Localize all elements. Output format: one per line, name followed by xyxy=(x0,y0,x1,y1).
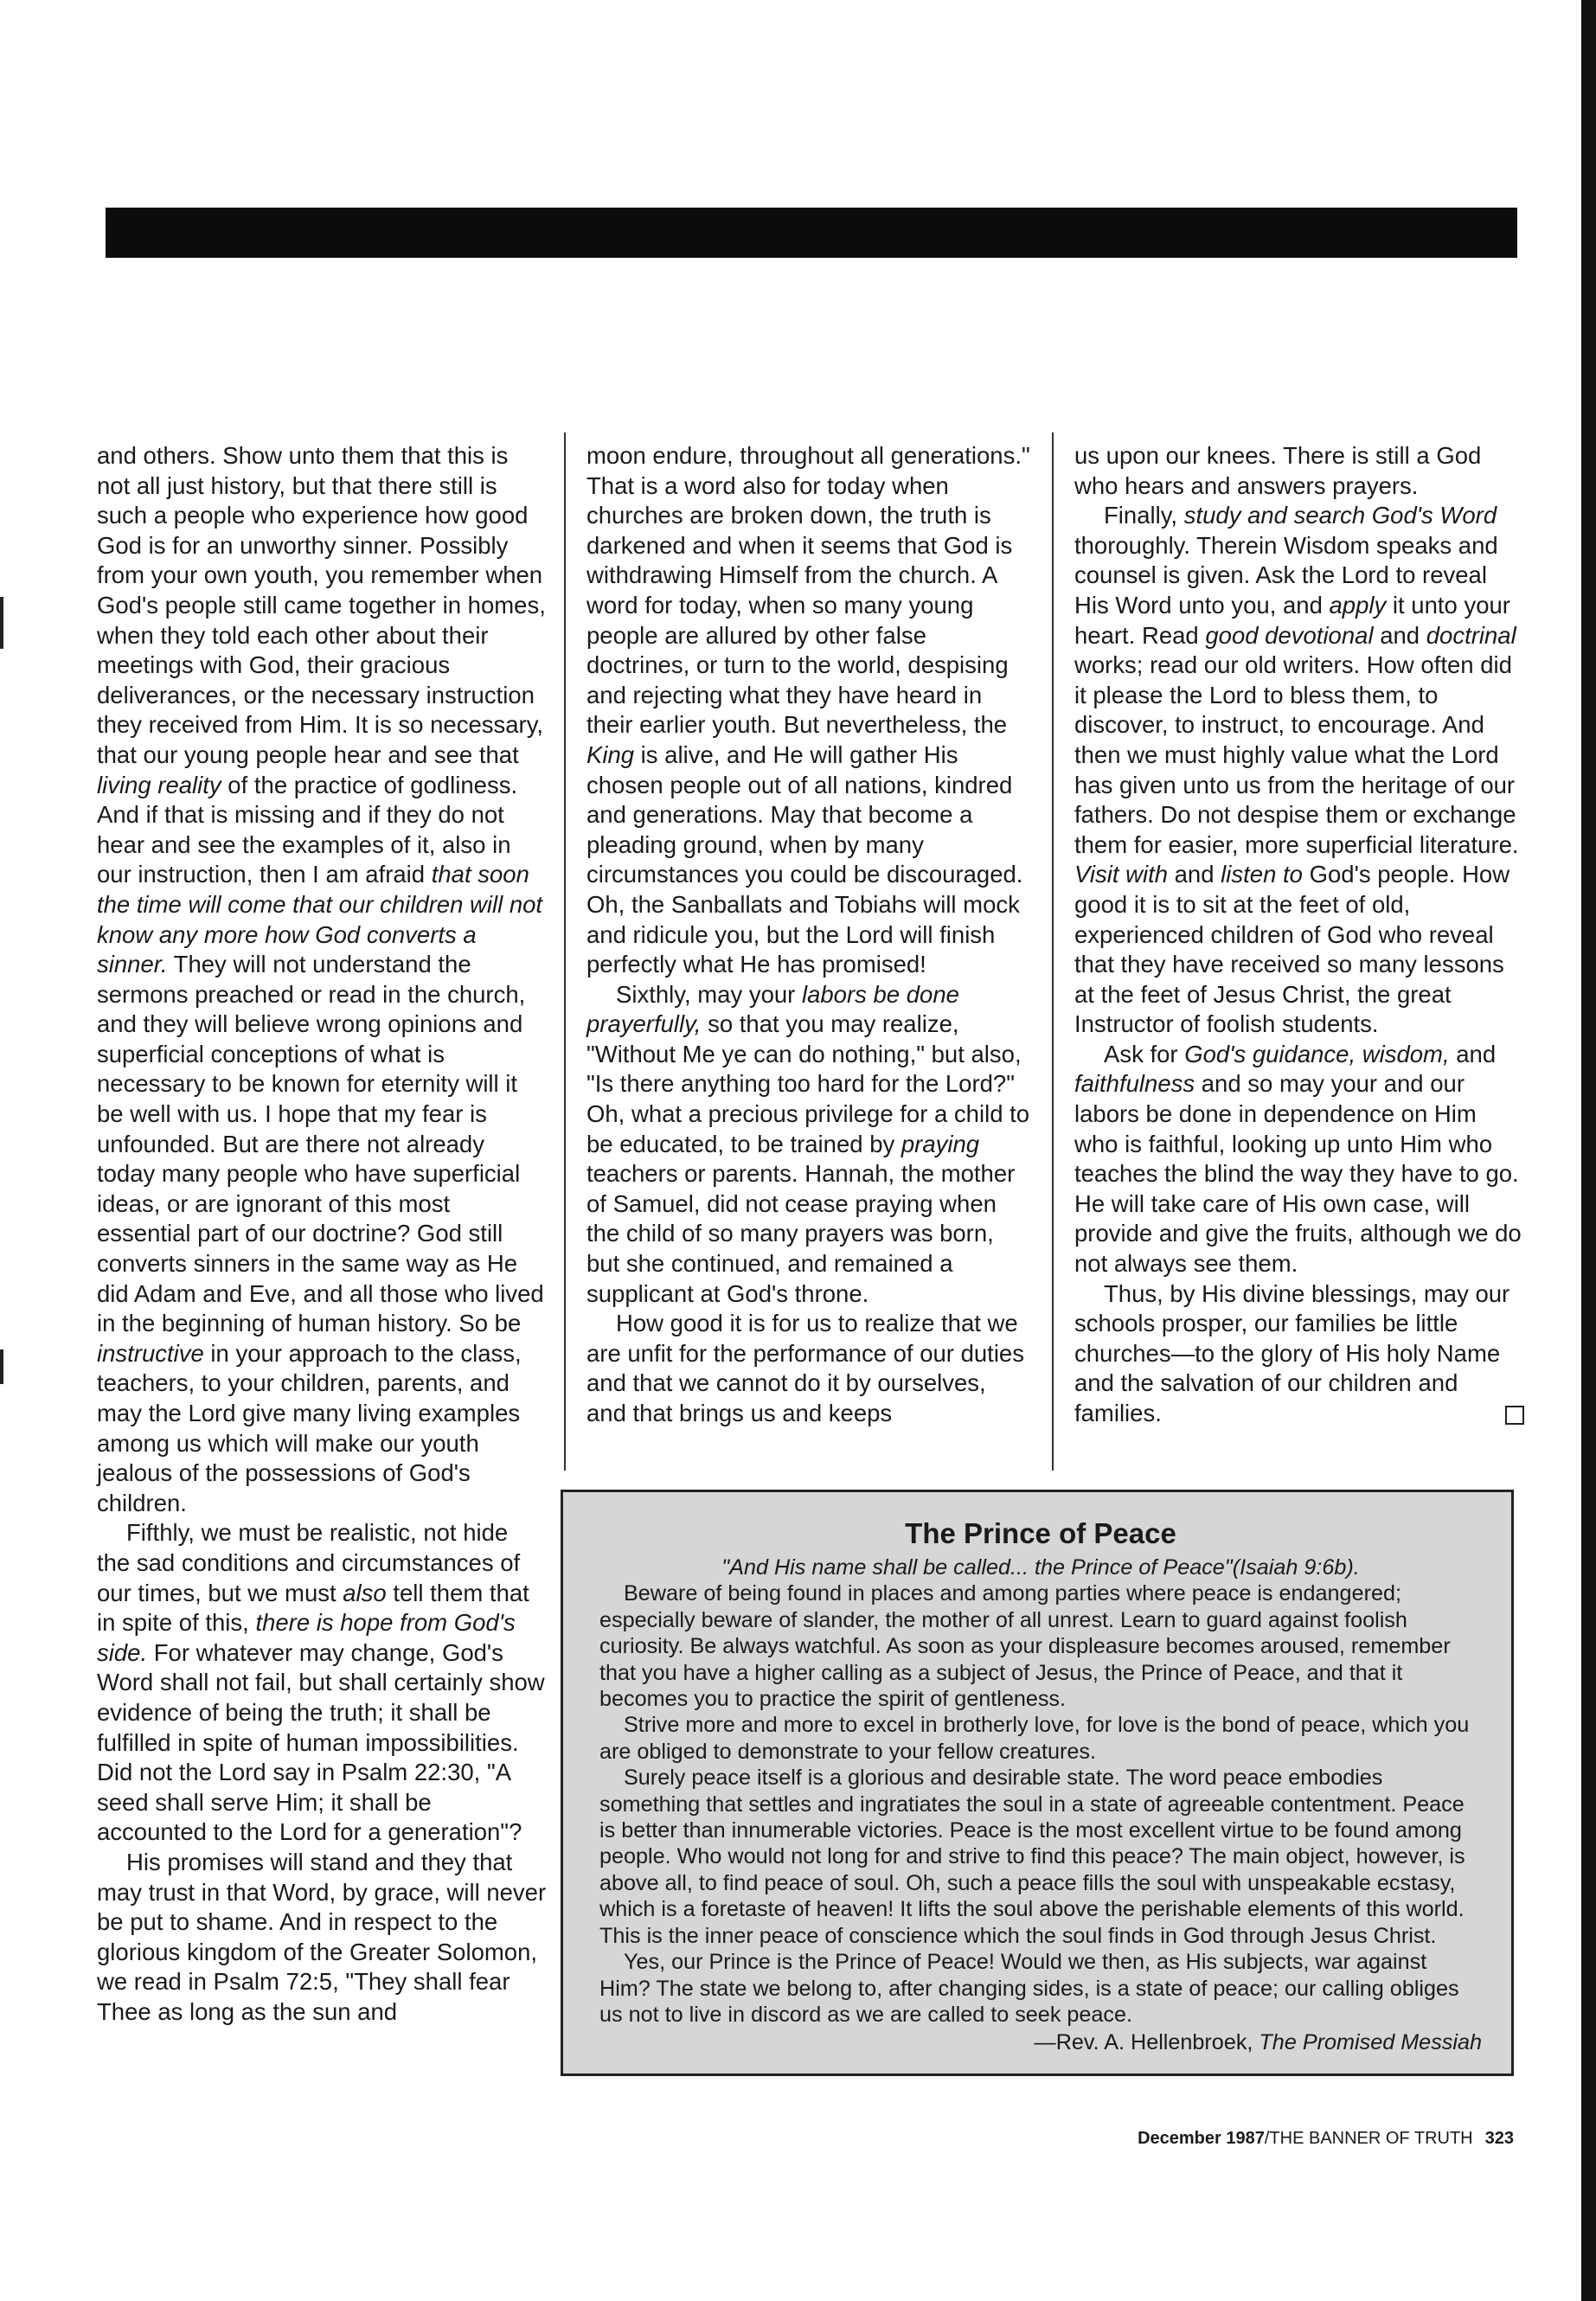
box-paragraph: Yes, our Prince is the Prince of Peace! Would we then, as His subjects, war against Him? The state we belong to, after changing sides, is a state of peace; our calling obliges us not to live in discord as we are called to seek peace. xyxy=(599,1950,1459,2027)
page-footer xyxy=(1003,2128,1514,2149)
header-bar xyxy=(106,208,1517,258)
paragraph: Sixthly, may your labors be done prayerfully, so that you may realize, "Without Me ye can do nothing," but also, "Is there anything too hard for the Lord?" Oh, what a precious privilege for a child to be educated, to be trained by praying teachers or parents. Hannah, the mother of Samuel, did not cease praying when the child of so many prayers was born, but she continued, and remained a supplicant at God's throne. xyxy=(586,980,1030,1307)
box-title: The Prince of Peace xyxy=(905,1517,1176,1549)
paragraph-text: Thus, by His divine blessings, may our schools prosper, our families be little churches—to the glory of His holy Name and the salvation of our children and families. xyxy=(1074,1279,1510,1426)
footer-publication: /THE BANNER OF TRUTH xyxy=(1264,2129,1473,2148)
column-rule xyxy=(1052,433,1054,1471)
binding-edge-mark xyxy=(0,597,3,649)
attribution-author: —Rev. A. Hellenbroek, xyxy=(1034,2030,1253,2055)
box-attribution xyxy=(599,2029,1482,2055)
footer-date: December 1987 xyxy=(1138,2129,1265,2148)
page-top-margin xyxy=(0,0,1596,111)
paragraph: Fifthly, we must be realistic, not hide the sad conditions and circumstances of our times, but we must also tell them that in spite of this, there is hope from God's side. For whatever may change, God's Word shall not fail, but shall certainly show evidence of being the truth; it shall be fulfilled in spite of human impossibilities. Did not the Lord say in Psalm 22:30, "A seed shall serve Him; it shall be accounted to the Lord for a generation"? xyxy=(97,1519,545,1846)
paragraph xyxy=(1074,1279,1524,1429)
sidebar-box xyxy=(561,1490,1514,2076)
paragraph: Ask for God's guidance, wisdom, and faithfulness and so may your and our labors be done in dependence on Him who is faithful, looking up unto Him who teaches the blind the way they have to go. He will take care of His own case, will provide and give the fruits, although we do not always see them. xyxy=(1074,1040,1522,1278)
paragraph: How good it is for us to realize that we are unfit for the performance of our duties and that we cannot do it by ourselves, and that brings us and keeps xyxy=(586,1310,1024,1426)
column-2 xyxy=(586,441,1031,1429)
paragraph: His promises will stand and they that may trust in that Word, by grace, will never be put to shame. And in respect to the glorious kingdom of the Greater Solomon, we read in Psalm 72:5, "They shall fear Thee as long as the sun and xyxy=(97,1848,547,2025)
attribution-work: The Promised Messiah xyxy=(1259,2030,1482,2055)
paragraph: us upon our knees. There is still a God who hears and answers prayers. xyxy=(1074,442,1482,499)
box-paragraph: Strive more and more to excel in brotherly love, for love is the bond of peace, which you are obliged to demonstrate to your fellow creatures. xyxy=(599,1713,1470,1764)
paragraph: Finally, study and search God's Word thoroughly. Therein Wisdom speaks and counsel is given. Ask the Lord to reveal His Word unto you, and apply it unto your heart. Read good devotional and doctrinal works; read our old writers. How often did it please the Lord to bless them, to discover, to instruct, to encourage. And then we must highly value what the Lord has given unto us from the heritage of our fathers. Do not despise them or exchange them for easier, more superficial literature. Visit with and listen to God's people. How good it is to sit at the feet of old, experienced children of God who reveal that they have received so many lessons at the feet of Jesus Christ, the great Instructor of foolish students. xyxy=(1074,502,1519,1038)
binding-edge-mark xyxy=(0,1349,3,1384)
paragraph: moon endure, throughout all generations." That is a word also for today when churches are broken down, the truth is darkened and when it seems that God is withdrawing Himself from the church. A word for today, when so many young people are allured by other false doctrines, or turn to the world, despising and rejecting what they have heard in their earlier youth. But nevertheless, the King is alive, and He will gather His chosen people out of all nations, kindred and generations. May that become a pleading ground, when by many circumstances you could be discouraged. Oh, the Sanballats and Tobiahs will mock and ridicule you, but the Lord will finish perfectly what He has promised! xyxy=(586,442,1030,978)
box-paragraph: Beware of being found in places and among parties where peace is endangered; especially beware of slander, the mother of all unrest. Learn to guard against foolish curiosity. Be always watchful. As soon as your displeasure becomes aroused, remember that you have a higher calling as a subject of Jesus, the Prince of Peace, and that it becomes you to practice the spirit of gentleness. xyxy=(599,1581,1451,1712)
page-number: 323 xyxy=(1484,2129,1514,2148)
paragraph: and others. Show unto them that this is not all just history, but that there still is such a people who experience how good God is for an unworthy sinner. Possibly from your own youth, you remember when God's people still came together in homes, when they told each other about their meetings with God, their gracious deliverances, or the necessary instruction they received from Him. It is so necessary, that our young people hear and see that living reality of the practice of godliness. And if that is missing and if they do not hear and see the examples of it, also in our instruction, then I am afraid that soon the time will come that our children will not know any more how God converts a sinner. They will not understand the sermons preached or read in the church, and they will believe wrong opinions and superficial conceptions of what is necessary to be known for eternity will it be well with us. I hope that my fear is unfounded. But are there not already today many people who have superficial ideas, or are ignorant of this most essential part of our doctrine? God still converts sinners in the same way as He did Adam and Eve, and all those who lived in the beginning of human history. So be instructive in your approach to the class, teachers, to your children, parents, and may the Lord give many living examples among us which will make our youth jealous of the possessions of God's children. xyxy=(97,442,546,1516)
box-verse: "And His name shall be called... the Prince of Peace"(Isaiah 9:6b). xyxy=(721,1555,1360,1580)
scan-edge xyxy=(1581,0,1596,2301)
end-of-article-icon xyxy=(1505,1406,1524,1425)
column-1 xyxy=(97,441,547,2027)
box-paragraph: Surely peace itself is a glorious and desirable state. The word peace embodies something that settles and ingratiates the soul in a state of agreeable contentment. Peace is better than innumerable victories. Peace is the most excellent virtue to be found among people. Who would not long for and strive to find this peace? The main object, however, is above all, to find peace of soul. Oh, such a peace fills the soul with unspeakable ecstasy, which is a foretaste of heaven! It lifts the soul above the perishable elements of this world. This is the inner peace of conscience which the soul finds in God through Jesus Christ. xyxy=(599,1766,1465,1948)
column-3 xyxy=(1074,441,1524,1429)
column-rule xyxy=(564,433,566,1471)
